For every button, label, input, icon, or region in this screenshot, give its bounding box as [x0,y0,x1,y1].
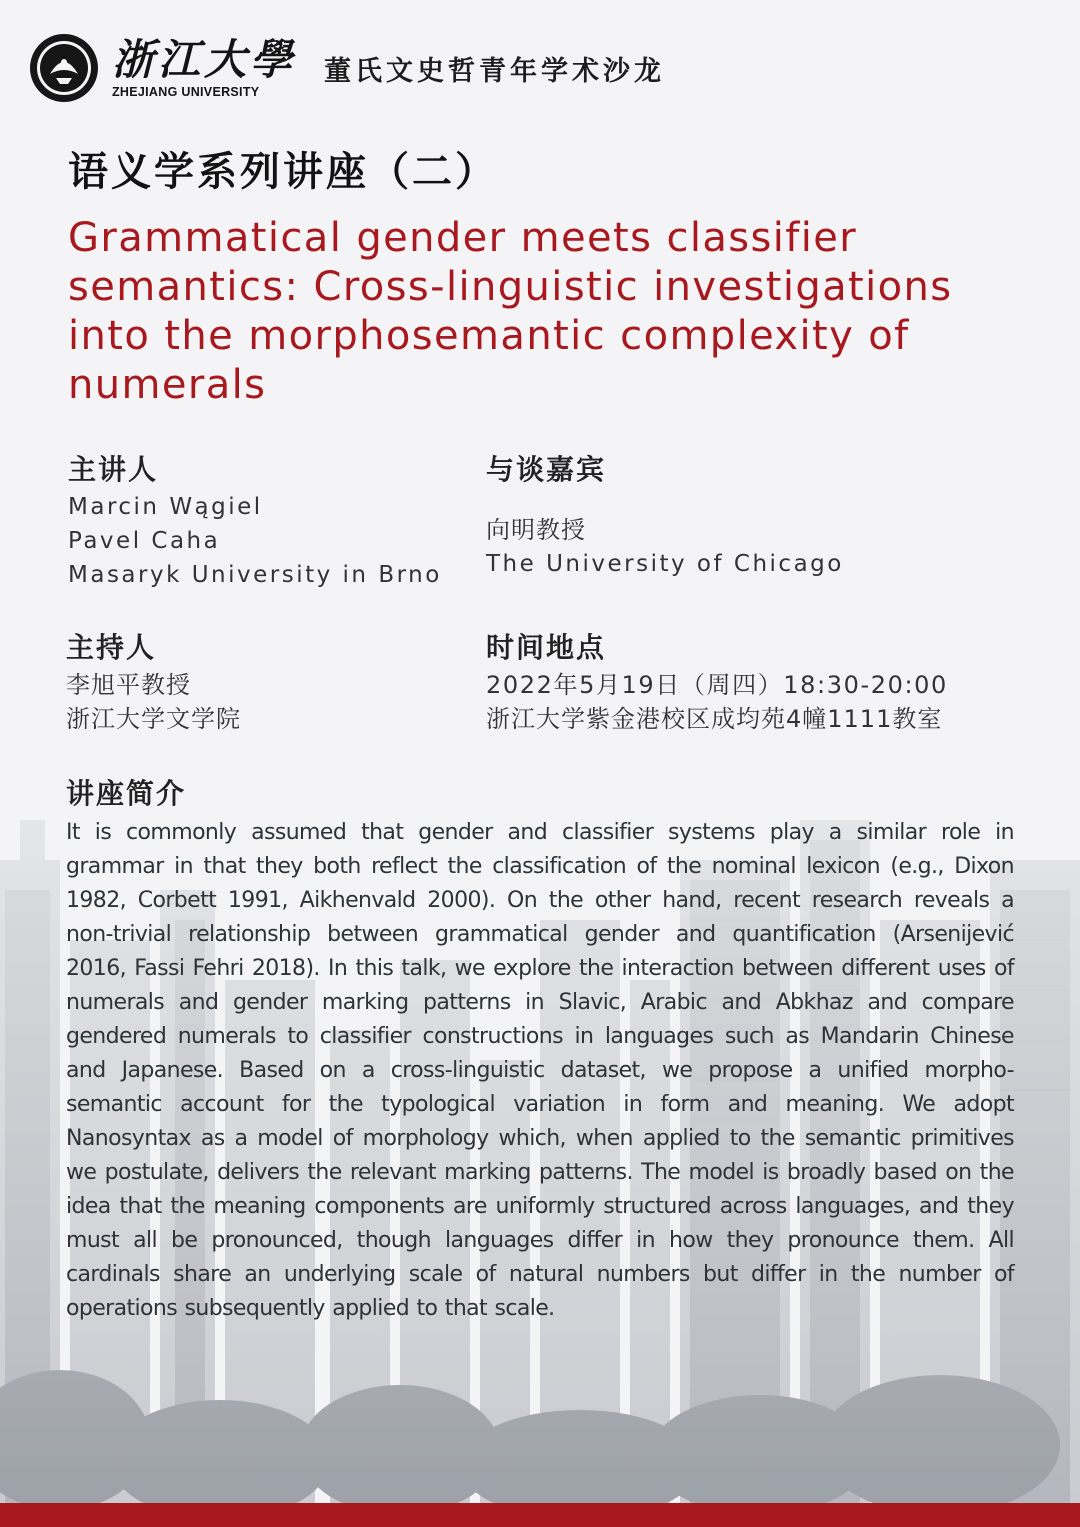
lecture-title: Grammatical gender meets classifier semantics: Cross-linguistic investigations into the morphosemantic complexity of numerals [68,215,953,408]
time-place-section [486,628,1066,736]
host-name: 李旭平教授 [66,671,191,699]
bottom-accent-bar [0,1503,1080,1527]
speaker-affiliation: Masaryk University in Brno [68,562,442,588]
abstract-label: 讲座简介 [66,777,187,810]
university-name-cn: 浙江大學 [112,35,297,84]
host-section [66,628,466,736]
discussant-section [486,450,1026,581]
event-time: 2022年5月19日（周四）18:30-20:00 [486,671,948,699]
event-place: 浙江大学紫金港校区成均苑4幢1111教室 [486,705,943,733]
discussant-name: 向明教授 [486,516,586,544]
discussant-label: 与谈嘉宾 [486,453,607,486]
header [28,30,665,106]
speaker-name: Pavel Caha [68,528,221,554]
university-name [112,37,296,99]
speaker-name: Marcin Wągiel [68,494,263,520]
host-label: 主持人 [66,631,157,664]
host-affiliation: 浙江大学文学院 [66,705,241,733]
university-name-en: ZHEJIANG UNIVERSITY [112,85,260,99]
abstract-text: It is commonly assumed that gender and classifier systems play a similar role in grammar in that they both reflect the classification of the nominal lexicon (e.g., Dixon 1982, Corbett 1991, Aikhenvald 2000). On the other hand, recent research reveals a non-trivial relationship between grammatical gender and quantification (Arsenijević 2016, Fassi Fehri 2018). In this talk, we explore the interaction between different uses of numerals and gender marking patterns in Slavic, Arabic and Abkhaz and compare gendered numerals to classifier constructions in languages such as Mandarin Chinese and Japanese. Based on a cross-linguistic dataset, we propose a unified morpho-semantic account for the typological variation in form and meaning. We adopt Nanosyntax as a model of morphology which, when applied to the semantic primitives we postulate, delivers the relevant marking patterns. The model is broadly based on the idea that the meaning components are uniformly structured across languages, and they must all be pronounced, though languages differ in how they pronounce them. All cardinals share an underlying scale of natural numbers but differ in the number of operations subsequently applied to that scale. [66,820,1014,1321]
series-title: 语义学系列讲座（二） [68,149,498,195]
speakers-section [68,450,468,592]
speakers-label: 主讲人 [68,453,159,486]
discussant-affiliation: The University of Chicago [486,551,844,577]
university-seal-icon [28,32,100,104]
salon-name: 董氏文史哲青年学术沙龙 [324,55,666,87]
time-place-label: 时间地点 [486,631,607,664]
